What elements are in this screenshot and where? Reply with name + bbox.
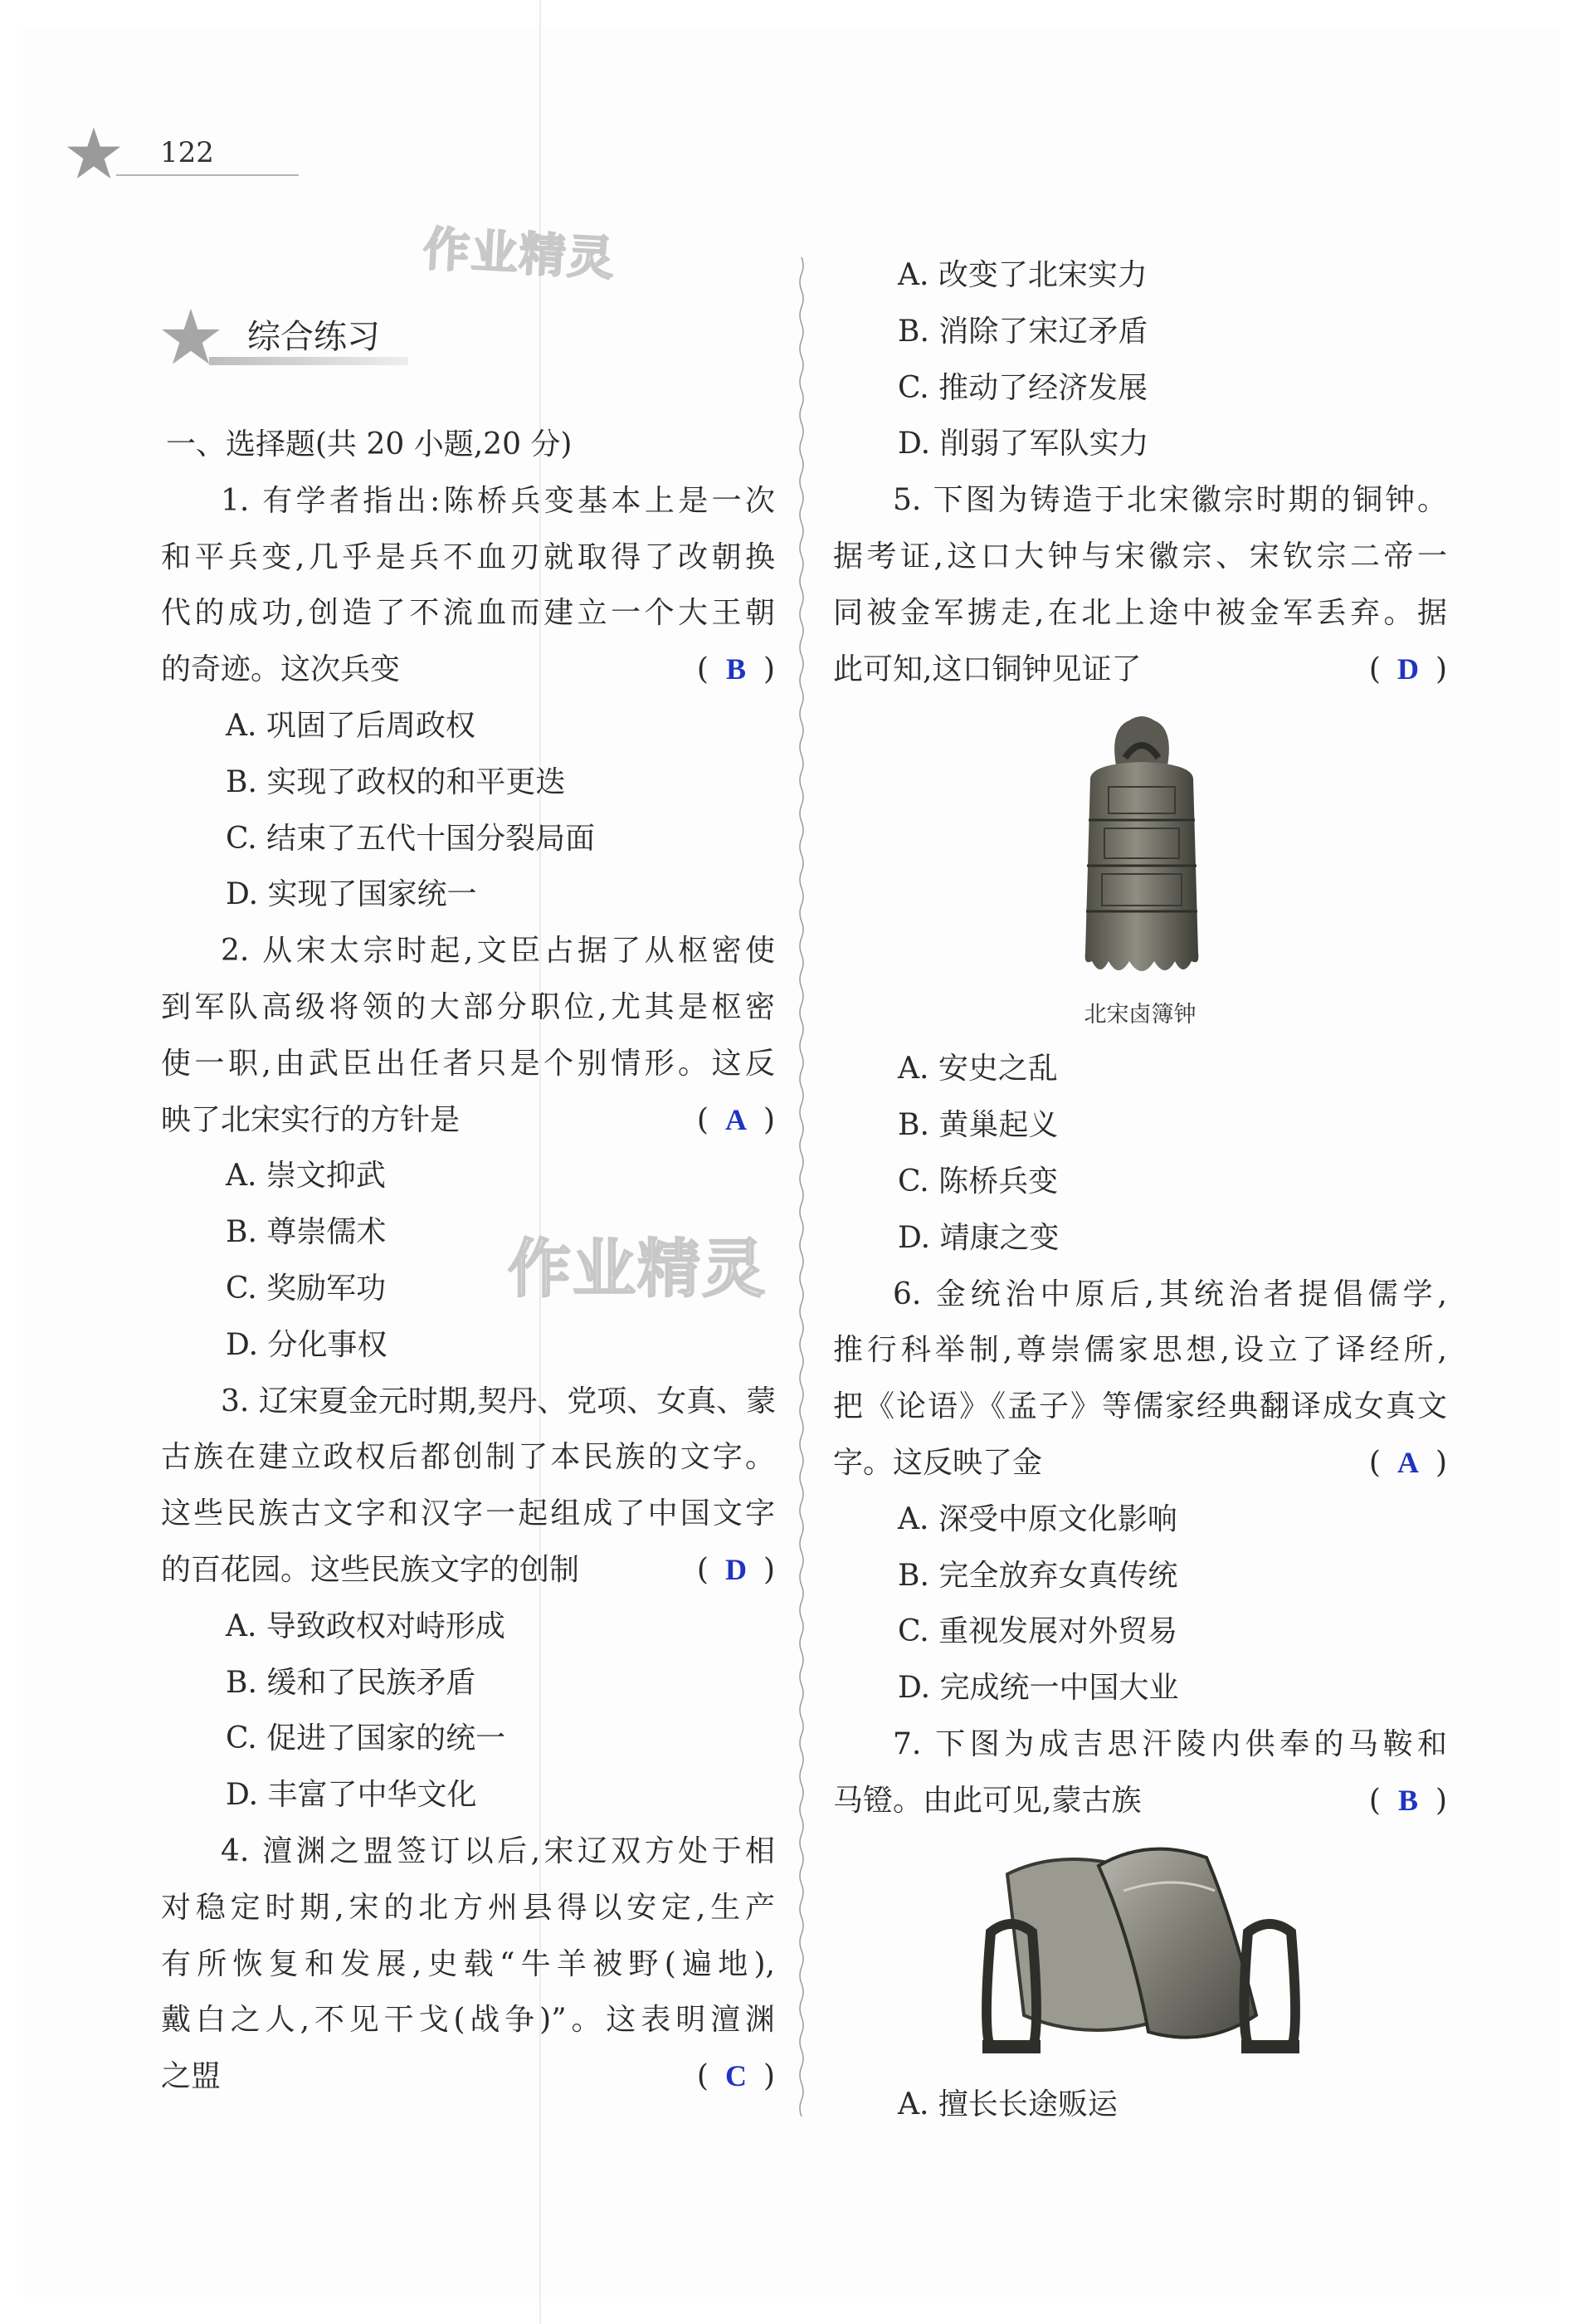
bronze-bell-image <box>1059 712 1225 986</box>
option-a: A. 导致政权对峙形成 <box>226 1609 505 1643</box>
question-text-line: 推行科举制,尊崇儒家思想,设立了译经所, <box>833 1333 1447 1368</box>
answer-letter: B <box>725 652 746 686</box>
option-a: A. 崇文抑武 <box>226 1159 386 1194</box>
question-text-line: 2. 从宋太宗时起,文臣占据了从枢密使 <box>221 934 775 969</box>
watermark: 作业精灵 <box>508 1232 767 1306</box>
option-a: A. 巩固了后周政权 <box>226 708 475 743</box>
question-text-line: 之盟 <box>161 2059 222 2094</box>
question-text-line: 有所恢复和发展,史载“牛羊被野(遍地), <box>161 1946 775 1981</box>
question-text-line: 代的成功,创造了不流血而建立一个大王朝 <box>161 596 775 631</box>
star-icon <box>65 124 123 183</box>
answer-bracket: ( A ) <box>697 1092 775 1149</box>
option-d: D. 削弱了军队实力 <box>898 427 1149 461</box>
question-text-line: 戴白之人,不见干戈(战争)”。这表明澶渊 <box>161 2003 775 2038</box>
section-heading-bar <box>209 357 408 365</box>
figure-caption: 北宋卤簿钟 <box>1084 1002 1197 1028</box>
option-b: B. 黄巢起义 <box>898 1108 1059 1143</box>
question-text-line: 7. 下图为成吉思汗陵内供奉的马鞍和 <box>893 1726 1447 1761</box>
option-b: B. 消除了宋辽矛盾 <box>898 314 1148 349</box>
option-b: B. 尊崇儒术 <box>226 1215 387 1250</box>
question-text-line: 同被金军掳走,在北上途中被金军丢弃。据 <box>833 595 1447 630</box>
option-c: C. 结束了五代十国分裂局面 <box>226 821 596 856</box>
question-text-line: 的百花园。这些民族文字的创制 <box>161 1552 580 1587</box>
page-number: 122 <box>160 136 214 169</box>
option-a: A. 改变了北宋实力 <box>898 258 1148 292</box>
answer-letter: A <box>1396 1445 1419 1479</box>
bell-figure <box>833 697 1447 1041</box>
part-heading: 一、选择题(共 20 小题,20 分) <box>166 427 573 461</box>
question-text-line: 把《论语》《孟子》等儒家经典翻译成女真文 <box>833 1389 1447 1424</box>
option-c: C. 推动了经济发展 <box>898 370 1148 405</box>
option-b: B. 实现了政权的和平更迭 <box>226 764 566 799</box>
answer-letter: B <box>1397 1783 1418 1817</box>
question-stem-end <box>161 2048 775 2105</box>
option-a: A. 深受中原文化影响 <box>898 1501 1177 1536</box>
option-d: D. 完成统一中国大业 <box>898 1671 1179 1706</box>
question-text-line: 对稳定时期,宋的北方州县得以安定,生产 <box>161 1890 775 1925</box>
question-text-line: 4. 澶渊之盟签订以后,宋辽双方处于相 <box>221 1833 775 1868</box>
option-d: D. 丰富了中华文化 <box>226 1778 477 1813</box>
option-b: B. 完全放弃女真传统 <box>898 1558 1178 1593</box>
question-stem-end <box>161 1542 775 1599</box>
question-text-line: 3. 辽宋夏金元时期,契丹、党项、女真、蒙 <box>221 1384 777 1418</box>
section-title: 综合练习 <box>247 318 380 356</box>
watermark: 作业精灵 <box>422 222 617 287</box>
question-text-line: 和平兵变,几乎是兵不血刃就取得了改朝换 <box>161 540 775 574</box>
question-stem-end <box>161 642 775 698</box>
question-text-line: 5. 下图为铸造于北宋徽宗时期的铜钟。 <box>893 483 1447 518</box>
right-column <box>833 247 1447 2132</box>
question-stem-end <box>161 1092 775 1149</box>
question-text-line: 据考证,这口大钟与宋徽宗、宋钦宗二帝一 <box>833 539 1447 574</box>
option-a: A. 擅长长途贩运 <box>898 2087 1118 2121</box>
left-column <box>161 417 775 2105</box>
saddle-stirrups-image <box>958 1841 1323 2077</box>
option-c: C. 促进了国家的统一 <box>226 1721 506 1756</box>
saddle-figure <box>833 1829 1447 2077</box>
option-d: D. 实现了国家统一 <box>226 877 477 912</box>
option-d: D. 靖康之变 <box>898 1220 1060 1255</box>
question-text-line: 此可知,这口铜钟见证了 <box>833 652 1142 686</box>
question-text-line: 马镫。由此可见,蒙古族 <box>833 1783 1142 1818</box>
answer-bracket: ( C ) <box>697 2048 775 2105</box>
column-divider <box>798 257 805 2116</box>
question-text-line: 6. 金统治中原后,其统治者提倡儒学, <box>893 1277 1447 1311</box>
option-c: C. 重视发展对外贸易 <box>898 1614 1178 1649</box>
question-text-line: 这些民族古文字和汉字一起组成了中国文字 <box>161 1496 775 1531</box>
answer-bracket: ( B ) <box>697 642 775 698</box>
question-text-line: 字。这反映了金 <box>833 1445 1043 1480</box>
question-stem-end <box>833 642 1447 698</box>
question-text-line: 1. 有学者指出:陈桥兵变基本上是一次 <box>221 483 775 518</box>
option-c: C. 陈桥兵变 <box>898 1164 1059 1199</box>
option-d: D. 分化事权 <box>226 1327 387 1362</box>
answer-letter: D <box>724 1552 747 1586</box>
option-a: A. 安史之乱 <box>898 1052 1058 1086</box>
question-text-line: 到军队高级将领的大部分职位,尤其是枢密 <box>161 989 775 1024</box>
page-header <box>65 124 239 191</box>
section-heading <box>159 299 425 374</box>
answer-letter: A <box>724 1102 747 1136</box>
question-text-line: 使一职,由武臣出任者只是个别情形。这反 <box>161 1046 775 1081</box>
header-rule <box>116 174 299 176</box>
question-stem-end <box>833 1435 1447 1492</box>
question-stem-end <box>833 1773 1447 1829</box>
answer-bracket: ( D ) <box>1369 642 1447 698</box>
option-b: B. 缓和了民族矛盾 <box>226 1665 476 1700</box>
star-icon <box>159 305 222 369</box>
answer-letter: C <box>724 2059 747 2093</box>
answer-bracket: ( D ) <box>697 1542 775 1599</box>
answer-letter: D <box>1396 652 1419 686</box>
question-text-line: 古族在建立政权后都创制了本民族的文字。 <box>161 1440 775 1475</box>
answer-bracket: ( A ) <box>1369 1435 1447 1492</box>
question-text-line: 的奇迹。这次兵变 <box>161 652 401 687</box>
question-text-line: 映了北宋实行的方针是 <box>161 1102 461 1137</box>
option-c: C. 奖励军功 <box>226 1271 387 1306</box>
answer-bracket: ( B ) <box>1369 1773 1447 1829</box>
